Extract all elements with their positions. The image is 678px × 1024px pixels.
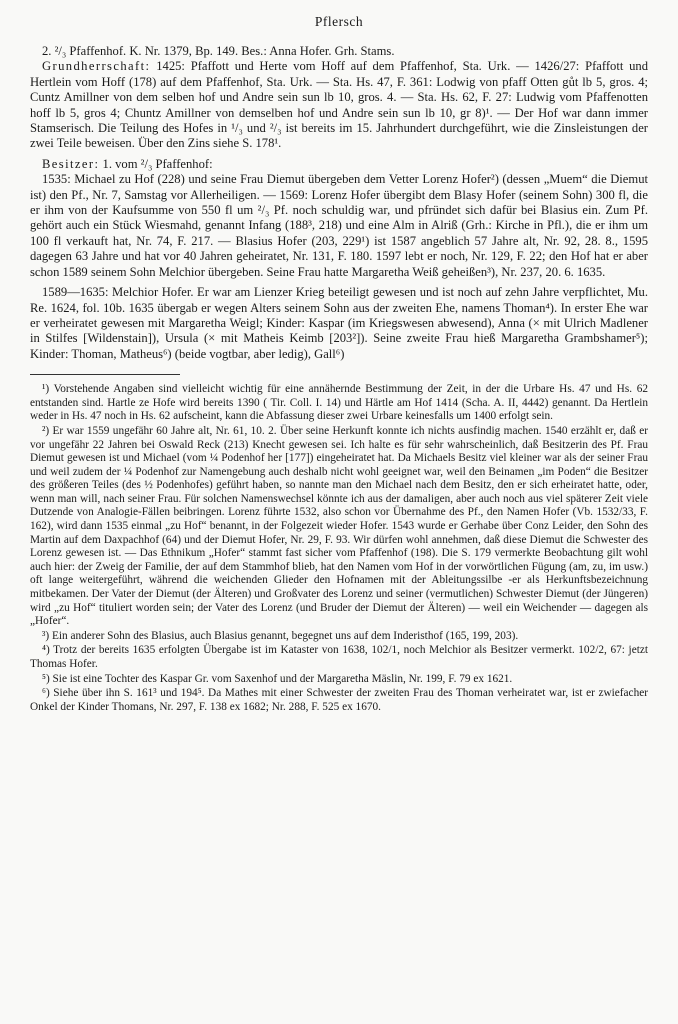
paragraph-1535: 1535: Michael zu Hof (228) und seine Frau Diemut übergeben dem Vetter Lorenz Hofer²) (dessen „Muem“ die Diemut ist) den Pf., Nr. 7, Samstag vor Allerheiligen. — 1569: Lorenz Hofer übergibt dem Blasy Hofer (seinem Sohn) 300 fl, die er ihm von der Kaufsumme von 550 fl um ²/₃ Pf. noch schuldig war, und pfründet sich dafür bei Blasius ein. Zum Pf. gehört auch ein Stück Wiesmahd, genannt Infang (188³, 218) und eine Alm in Alriß (Grh.: Kirche in Pfl.), die er ihm um 100 fl verkauft hat, Nr. 74, F. 217. — Blasius Hofer (203, 229¹) ist 1587 angeblich 57 Jahre alt, Nr. 92, 28. 8., 1595 dagegen 63 Jahre und hat vor 40 Jahren geheiratet, Nr. 131, F. 180. 1597 lebt er noch, Nr. 129, F. 22; den Hof hat er aber schon 1589 seinem Sohn Melchior übergeben. Seine Frau hatte Margaretha Weiß geheißen³), Nr. 237, 20. 6. 1635. [30,172,648,279]
besitzer-label: Besitzer: [42,156,100,171]
grundherrschaft-text: 1425: Pfaffott und Herte vom Hoff auf dem Pfaffenhof, Sta. Urk. — 1426/27: Pfaffott und Hertlein vom Hoff (178) auf dem Pfaffenhof, Sta. Urk. — Sta. Hs. 47, F. 361: Lodwig von pfaff Otten gůt lb 5, gros. 4; Cuntz Amillner von dem selben hof und Andre sein sun lb 10, gros. 4. — Sta. Hs. 62, F. 27: Ludwig vom Pfaffenotten hoff lb 5, gros 4; Chuntz Amillner von demselben hof und Andre sein sun lb 10, gr 8)¹. — Der Hof war dann immer Stamserisch. Die Teilung des Hofes in ¹/₃ und ²/₃ ist bereits im 15. Jahrhundert durchgeführt, wie die Zinsleistungen der zwei Teile beweisen. Über den Zins siehe S. 178¹. [30,59,648,151]
main-text [30,44,648,362]
footnote-3: ³) Ein anderer Sohn des Blasius, auch Blasius genannt, begegnet uns auf dem Inderisthof (165, 199, 203). [42,629,519,642]
running-head: Pflersch [314,14,364,29]
footnote-2: ²) Er war 1559 ungefähr 60 Jahre alt, Nr. 61, 10. 2. Über seine Herkunft konnte ich nichts ausfindig machen. 1540 erzählt er, daß er vor ungefähr 22 Jahren bei Oswald Reck (213) Knecht gewesen sei. Ich halte es für sehr wahrscheinlich, daß Besitzerin des Pf. Frau Diemut gewesen ist und Michael (vom ¼ Podenhof her [177]) eingeheiratet hat. Da Michaels Besitz viel kleiner war als der seiner Frau und weil zudem der ¼ Podenhof zur Namengebung auch deshalb nicht wohl geeignet war, weil den Beinamen „im Poden“ die Besitzer des größeren Teiles (des ½ Podenhofes) geführt haben, so nannte man den Michael nach dem Besitz, den er sich erheiratet hatte, oder, wenn man will, nach seiner Frau. Für solchen Namenswechsel könnte ich aus der damaligen, aber auch noch aus viel späterer Zeit viele Dutzende von Analogie-Fällen beibringen. Lorenz führte 1532, also schon vor Übernahme des Pf., den Namen Hofer (Vb. 1532/33, F. 162), wird dann 1535 einmal „zu Hof“ benannt, in der Folgezeit wieder Hofer. 1543 wurde er Gerhabe über Conz Leider, den Sohn des Martin auf dem Daxpachhof (64) und der Diemut Hofer, Nr. 29, F. 93. Wir dürfen wohl annehmen, daß diese Diemut die Schwester des Lorenz gewesen ist. — Das Ethnikum „Hofer“ stammt fast sicher vom Pfaffenhof (198). Die S. 179 vermerkte Beobachtung gilt wohl auch hier: der Zweig der Familie, der auf dem Stammhof blieb, hat den Namen vom Hof in der vorwörtlichen Fügung (am, zu, im usw.) oft lange weitergeführt, während die weichenden Glieder den Hofnamen mit der Ableitungssilbe -er als Herkunftsbezeichnung mitbekamen. Der Vater der Diemut (der Älteren) und Großvater des Lorenz und seiner (vermutlichen) Schwester Diemut (der Jüngeren) wird „zu Hof“ tituliert worden sein; der Vater des Lorenz (und Bruder der Diemut der Älteren) — weil ein Weichender — dagegen als „Hofer“. [30,424,648,628]
besitzer-text: 1. vom ²/₃ Pfaffenhof: [102,156,213,171]
grundherrschaft-label: Grundherrschaft: [42,59,151,74]
footnotes [30,383,648,714]
entry-heading: 2. ²/₃ Pfaffenhof. K. Nr. 1379, Bp. 149. Bes.: Anna Hofer. Grh. Stams. [42,44,395,58]
besitzer-paragraph [30,157,648,172]
footnote-4: ⁴) Trotz der bereits 1635 erfolgten Übergabe ist im Kataster von 1638, 102/1, noch Melchior als Besitzer vermerkt. 102/2, 67: jetzt Thomas Hofer. [30,644,648,670]
footnote-5: ⁵) Sie ist eine Tochter des Kaspar Gr. vom Saxenhof und der Margaretha Mäslin, Nr. 199, F. 79 ex 1621. [42,672,513,685]
grundherrschaft-paragraph [30,59,648,151]
footnote-6: ⁶) Siehe über ihn S. 161³ und 194⁵. Da Mathes mit einer Schwester der zweiten Frau des Thoman verheiratet war, ist er zwiefacher Onkel der Kinder Thomans, Nr. 297, F. 138 ex 1682; Nr. 288, F. 525 ex 1670. [30,687,648,713]
footnote-divider [30,374,180,375]
paragraph-1589: 1589—1635: Melchior Hofer. Er war am Lienzer Krieg beteiligt gewesen und ist noch auf zehn Jahre verpflichtet, Mu. Re. 1624, fol. 10b. 1635 übergab er wegen Alters seinem Sohn aus der zweiten Ehe, namens Thoman⁴). In erster Ehe war er verheiratet gewesen mit Margaretha Weigl; Kinder: Kaspar (im Kriegswesen abwesend), Anna (× mit Ulrich Madlener in Stilfes [Wildenstain]), Ursula (× mit Matheis Keimb [203²]). Seine zweite Frau hieß Margaretha Grambshamer⁵); Kinder: Thoman, Matheus⁶) (beide vogtbar, aber ledig), Gall⁶) [30,285,648,361]
footnote-1: ¹) Vorstehende Angaben sind vielleicht wichtig für eine annähernde Bestimmung der Zeit, in der die Urbare Hs. 47 und Hs. 62 entstanden sind. Hartle ze Hofe wird bereits 1390 ( Tir. Coll. I. 14) und Härtle am Hof 1414 (Scha. A. II, 4442) genannt. Da Hertlein weder in Hs. 47 noch in Hs. 62 aufscheint, kann die Abfassung dieser zwei Urbare keinesfalls um 1400 erfolgt sein. [30,383,648,423]
